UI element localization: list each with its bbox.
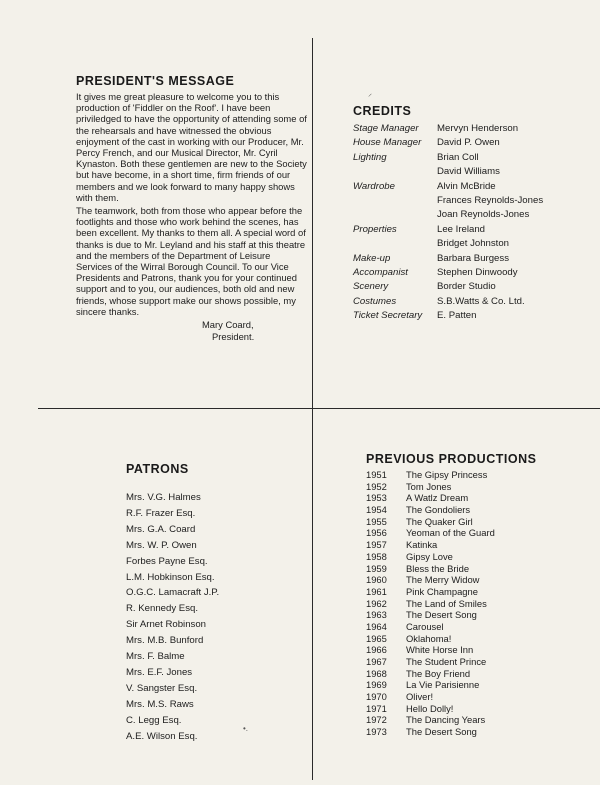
patrons-section: [126, 462, 306, 745]
credit-name: Mervyn Henderson: [437, 123, 519, 134]
patron-name: Sir Arnet Robinson: [126, 619, 206, 631]
ink-mark: ⸝: [368, 89, 372, 98]
credit-row: [353, 266, 593, 280]
production-year: 1953: [366, 492, 387, 504]
credit-role: Wardrobe: [353, 180, 395, 192]
patrons-heading: PATRONS: [126, 462, 189, 476]
production-year: 1955: [366, 515, 387, 527]
patron-name: Mrs. E.F. Jones: [126, 666, 193, 678]
credit-role: Scenery: [353, 281, 389, 293]
credit-row: [353, 280, 593, 294]
credit-names: [437, 122, 518, 136]
credit-name: Alvin McBride: [437, 180, 496, 192]
credit-names: [437, 136, 500, 150]
production-year: 1961: [366, 585, 387, 597]
productions-list: [366, 469, 596, 738]
credit-name: Bridget Johnston: [437, 238, 509, 250]
patron-name: Mrs. G.A. Coard: [126, 523, 196, 535]
credit-name: David P. Owen: [437, 137, 500, 149]
signature: [202, 319, 308, 342]
credit-role: Costumes: [353, 295, 397, 307]
production-year: 1972: [366, 714, 387, 726]
patron-name: O.G.C. Lamacraft J.P.: [126, 587, 220, 599]
production-row: [366, 679, 596, 691]
production-year: 1963: [366, 609, 387, 621]
production-row: [366, 586, 596, 598]
message-paragraph: The teamwork, both from those who appear before the footlights and those who work behind the scenes, has been excellent. My thanks to them all. A special word of thanks is due to Mr. Leyland and his staff at this theatre and the members of the Department of Leisure Services of the Wirral Borough Council. To our Vice Presidents and Patrons, thank you for your continued support and to you, our audiences, both old and new friends, whose support make our shows possible, my sincere thanks.: [76, 205, 306, 317]
production-title: Carousel: [406, 620, 444, 632]
production-year: 1952: [366, 480, 387, 492]
production-title: The Dancing Years: [406, 714, 486, 726]
production-title: Yeoman of the Guard: [406, 527, 495, 539]
production-year: 1965: [366, 632, 387, 644]
patron-name: A.E. Wilson Esq.: [126, 730, 198, 742]
patron-name: Mrs. M.B. Bunford: [126, 635, 204, 647]
production-year: 1966: [366, 644, 387, 656]
production-row: [366, 633, 596, 645]
credit-name: Stephen Dinwoody: [437, 267, 518, 279]
credit-name: Brian Coll: [437, 151, 479, 163]
production-row: [366, 621, 596, 633]
patron-name: C. Legg Esq.: [126, 714, 182, 726]
production-title: White Horse Inn: [406, 644, 474, 656]
horizontal-divider: [38, 408, 600, 409]
patron-name: L.M. Hobkinson Esq.: [126, 571, 215, 583]
credit-row: [353, 223, 593, 252]
production-row: [366, 609, 596, 621]
credits-list: [353, 122, 593, 324]
production-row: [366, 691, 596, 703]
production-title: Oliver!: [406, 691, 434, 703]
production-title: The Gipsy Princess: [406, 469, 488, 480]
credit-names: [437, 266, 518, 280]
production-row: [366, 551, 596, 563]
patron-name: Forbes Payne Esq.: [126, 555, 208, 567]
signature-name: Mary Coard,: [202, 319, 254, 331]
production-year: 1956: [366, 527, 387, 539]
patron-name: R. Kennedy Esq.: [126, 603, 198, 615]
production-year: 1960: [366, 574, 387, 586]
patron-name: Mrs. M.S. Raws: [126, 698, 194, 710]
production-title: The Boy Friend: [406, 667, 471, 679]
credit-name: Barbara Burgess: [437, 252, 509, 264]
credit-role: Properties: [353, 223, 397, 235]
presidents-message-heading: PRESIDENT'S MESSAGE: [76, 74, 235, 88]
credit-role: Ticket Secretary: [353, 310, 423, 322]
production-year: 1968: [366, 667, 387, 679]
credit-row: [353, 252, 593, 266]
vertical-divider: [312, 38, 313, 780]
credit-names: [437, 309, 476, 323]
production-row: [366, 539, 596, 551]
credit-row: [353, 136, 593, 150]
credit-row: [353, 295, 593, 309]
patron-name: Mrs. W. P. Owen: [126, 539, 197, 551]
production-year: 1973: [366, 726, 387, 738]
production-row: [366, 703, 596, 715]
credit-row: [353, 180, 593, 223]
production-title: Bless the Bride: [406, 562, 470, 574]
production-title: The Quaker Girl: [406, 515, 473, 527]
production-title: The Student Prince: [406, 656, 487, 667]
production-title: A Watlz Dream: [406, 492, 469, 504]
production-title: The Desert Song: [406, 609, 477, 621]
production-year: 1951: [366, 469, 387, 480]
production-year: 1964: [366, 620, 387, 632]
production-row: [366, 504, 596, 516]
message-paragraph: It gives me great pleasure to welcome you to this production of 'Fiddler on the Roof'. I have been priviledged to have the opportunity of attending some of the rehearsals and have witnessed the obvious enjoyment of the cast in working with our Producer, Mr. Percy French, and our Musical Director, Mr. Cyril Kynaston. Both these gentlemen are new to the Society but have become, in a short time, firm friends of our members and we look forward to many happy shows with them.: [76, 91, 307, 203]
production-row: [366, 469, 596, 481]
credit-row: [353, 309, 593, 323]
credit-role: Make-up: [353, 252, 391, 264]
credit-names: [437, 252, 509, 266]
credit-name: E. Patten: [437, 310, 477, 322]
production-row: [366, 492, 596, 504]
production-title: Hello Dolly!: [406, 702, 454, 714]
credit-names: [437, 295, 525, 309]
patron-name: R.F. Frazer Esq.: [126, 507, 196, 519]
patron-name: V. Sangster Esq.: [126, 682, 198, 694]
production-title: Gipsy Love: [406, 550, 453, 562]
production-title: The Desert Song: [406, 726, 477, 738]
production-year: 1969: [366, 679, 387, 691]
production-row: [366, 644, 596, 656]
credit-role: Stage Manager: [353, 123, 419, 134]
credit-names: [437, 280, 496, 294]
production-title: Pink Champagne: [406, 585, 478, 597]
production-row: [366, 726, 596, 738]
production-row: [366, 527, 596, 539]
credits-section: [353, 104, 593, 324]
production-title: Katinka: [406, 539, 438, 551]
production-row: [366, 481, 596, 493]
production-row: [366, 516, 596, 528]
credit-names: [437, 180, 543, 223]
patrons-list: [126, 490, 306, 745]
production-row: [366, 598, 596, 610]
credits-heading: CREDITS: [353, 104, 412, 118]
production-year: 1954: [366, 504, 387, 516]
credit-names: [437, 151, 500, 180]
production-year: 1970: [366, 691, 387, 703]
patron-name: Mrs. V.G. Halmes: [126, 492, 201, 503]
production-title: Tom Jones: [406, 480, 452, 492]
credit-name: Border Studio: [437, 281, 496, 293]
production-row: [366, 668, 596, 680]
credit-role: House Manager: [353, 137, 422, 149]
ink-mark: •.: [243, 724, 249, 733]
patron-name: Mrs. F. Balme: [126, 651, 185, 663]
credit-name: David Williams: [437, 166, 500, 178]
production-title: The Gondoliers: [406, 504, 471, 516]
previous-productions-section: [366, 452, 596, 738]
production-row: [366, 574, 596, 586]
credit-role: Accompanist: [353, 267, 408, 279]
credit-row: [353, 151, 593, 180]
production-year: 1958: [366, 550, 387, 562]
production-title: La Vie Parisienne: [406, 679, 480, 691]
credit-name: Joan Reynolds-Jones: [437, 209, 530, 221]
credit-name: Lee Ireland: [437, 223, 486, 235]
production-title: The Merry Widow: [406, 574, 480, 586]
production-row: [366, 563, 596, 575]
credit-role: Lighting: [353, 151, 387, 163]
presidents-message: [76, 74, 308, 342]
credit-names: [437, 223, 509, 252]
production-year: 1967: [366, 656, 387, 667]
credit-name: S.B.Watts & Co. Ltd.: [437, 295, 525, 307]
production-year: 1962: [366, 597, 387, 609]
production-year: 1959: [366, 562, 387, 574]
production-title: The Land of Smiles: [406, 597, 487, 609]
production-row: [366, 714, 596, 726]
previous-productions-heading: PREVIOUS PRODUCTIONS: [366, 452, 537, 466]
production-year: 1971: [366, 702, 387, 714]
signature-title: President.: [212, 330, 255, 342]
production-title: Oklahoma!: [406, 632, 452, 644]
production-year: 1957: [366, 539, 387, 551]
credit-row: [353, 122, 593, 136]
credit-name: Frances Reynolds-Jones: [437, 195, 544, 207]
production-row: [366, 656, 596, 668]
